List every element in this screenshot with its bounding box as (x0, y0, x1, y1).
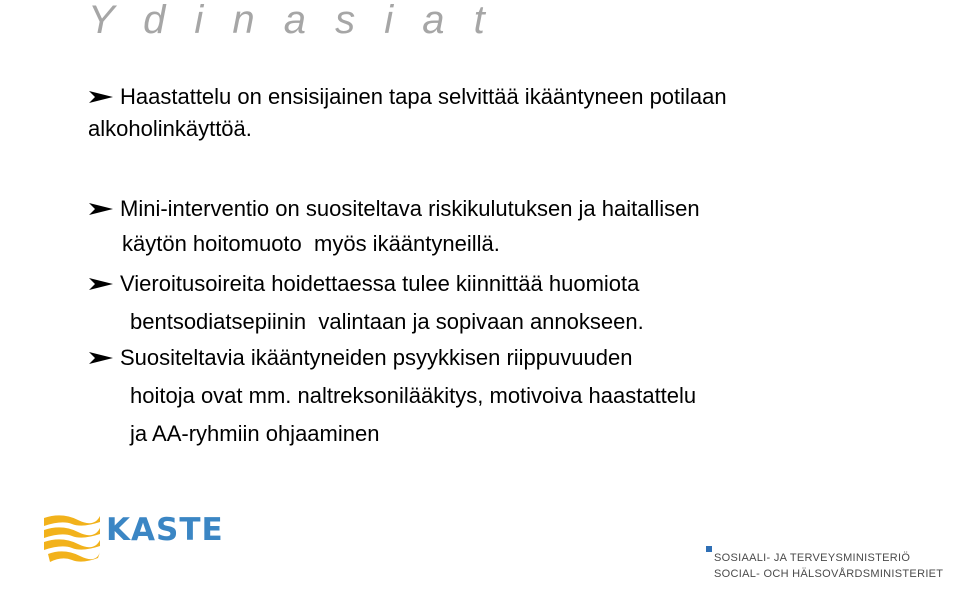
ministry-name-swedish: SOCIAL- OCH HÄLSOVÅRDSMINISTERIET (714, 568, 944, 580)
bullet-3-line-2: bentsodiatsepiinin valintaan ja sopivaan annokseen. (130, 309, 644, 334)
ministry-square-icon (706, 546, 712, 552)
bullet-1-line-1 (88, 84, 727, 110)
arrowhead-bullet-icon (88, 89, 114, 105)
arrowhead-bullet-icon (88, 276, 114, 292)
bullet-2-line-1 (88, 196, 700, 222)
kaste-logo (42, 510, 224, 570)
bullet-4-line-2: hoitoja ovat mm. naltreksonilääkitys, motivoiva haastattelu (130, 383, 697, 408)
bullet-2-line-2: käytön hoitomuoto myös ikääntyneillä. (122, 231, 500, 256)
bullet-4-text: Suositeltavia ikääntyneiden psyykkisen riippuvuuden (120, 345, 633, 370)
kaste-wordmark: KASTE (106, 512, 224, 548)
bullet-2-text: Mini-interventio on suositeltava riskikulutuksen ja haitallisen (120, 196, 700, 221)
ministry-logo (706, 550, 944, 590)
slide-title: Y d i n a s i a t (88, 0, 494, 42)
arrowhead-bullet-icon (88, 350, 114, 366)
bullet-1-text: Haastattelu on ensisijainen tapa selvittää ikääntyneen potilaan (120, 84, 727, 109)
bullet-3-text: Vieroitusoireita hoidettaessa tulee kiinnittää huomiota (120, 271, 640, 296)
arrowhead-bullet-icon (88, 201, 114, 217)
bullet-3-line-1 (88, 271, 639, 297)
bullet-1-line-2: alkoholinkäyttöä. (88, 116, 252, 141)
bullet-4-line-3: ja AA-ryhmiin ohjaaminen (130, 421, 380, 446)
bullet-4-line-1 (88, 345, 632, 371)
ministry-name-finnish: SOSIAALI- JA TERVEYSMINISTERIÖ (714, 552, 911, 564)
kaste-wave-logo-icon (42, 510, 102, 566)
